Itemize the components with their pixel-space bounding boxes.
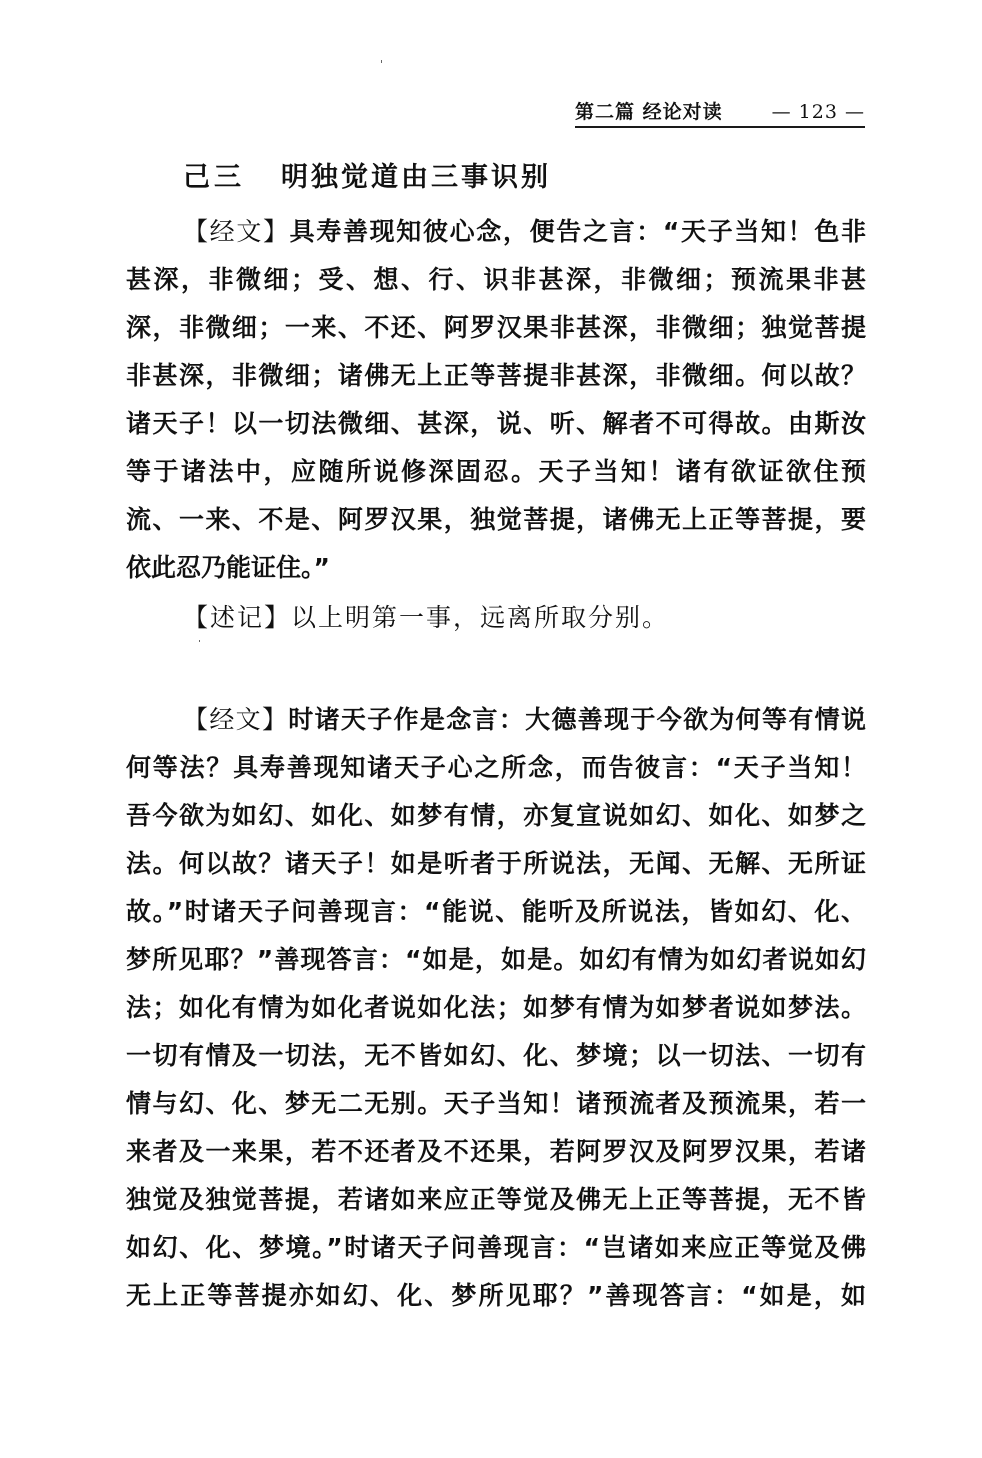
text-line: 诸天子！以一切法微细、甚深，说、听、解者不可得故。由斯汝 (126, 409, 866, 438)
text-line: 【经文】具寿善现知彼心念，便告之言：“天子当知！色非 (183, 217, 866, 246)
sutra-tag: 【经文】 (183, 217, 290, 246)
running-header (575, 96, 865, 128)
section-heading (183, 160, 551, 196)
sutra-tag: 【经文】 (183, 705, 289, 734)
text-line: 依此忍乃能证住。” (126, 553, 330, 582)
text-line: 法。何以故？诸天子！如是听者于所说法，无闻、无解、无所证 (126, 849, 866, 878)
text-line: 何等法？具寿善现知诸天子心之所念，而告彼言：“天子当知！ (126, 753, 866, 782)
text-line: 等于诸法中，应随所说修深固忍。天子当知！诸有欲证欲住预 (126, 457, 866, 486)
text-line: 无上正等菩提亦如幻、化、梦所见耶？”善现答言：“如是，如 (126, 1281, 866, 1310)
text-line: 流、一来、不是、阿罗汉果，独觉菩提，诸佛无上正等菩提，要 (126, 505, 866, 534)
text-line: 【经文】时诸天子作是念言：大德善现于今欲为何等有情说 (183, 705, 866, 734)
commentary-tag: 【述记】 (183, 603, 292, 632)
commentary-text: 以上明第一事，远离所取分别。 (291, 603, 670, 632)
text-line: 吾今欲为如幻、如化、如梦有情，亦复宣说如幻、如化、如梦之 (126, 801, 866, 830)
running-header-title: 第二篇 经论对读 (575, 101, 723, 123)
page-number: — 123 — (771, 101, 865, 123)
text-line: 法；如化有情为如化者说如化法；如梦有情为如梦者说如梦法。 (126, 993, 866, 1022)
section-label: 己三 (183, 162, 245, 193)
text-line: 梦所见耶？”善现答言：“如是，如是。如幻有情为如幻者说如幻 (126, 945, 866, 974)
text-line: 来者及一来果，若不还者及不还果，若阿罗汉及阿罗汉果，若诸 (126, 1137, 866, 1166)
text-line: 情与幻、化、梦无二无别。天子当知！诸预流者及预流果，若一 (126, 1089, 866, 1118)
commentary-1 (183, 598, 669, 638)
text-line: 如幻、化、梦境。”时诸天子问善现言：“岂诸如来应正等觉及佛 (126, 1233, 866, 1262)
text-line: 故。”时诸天子问善现言：“能说、能听及所说法，皆如幻、化、 (126, 897, 866, 926)
text-line: 一切有情及一切法，无不皆如幻、化、梦境；以一切法、一切有 (126, 1041, 866, 1070)
section-title: 明独觉道由三事识别 (281, 162, 551, 193)
scan-speck (199, 640, 200, 642)
text-line: 独觉及独觉菩提，若诸如来应正等觉及佛无上正等菩提，无不皆 (126, 1185, 866, 1214)
text-line: 甚深，非微细；受、想、行、识非甚深，非微细；预流果非甚 (126, 265, 866, 294)
text-line: 深，非微细；一来、不还、阿罗汉果非甚深，非微细；独觉菩提 (126, 313, 866, 342)
scan-speck (381, 60, 382, 63)
text-line: 非甚深，非微细；诸佛无上正等菩提非甚深，非微细。何以故？ (126, 361, 866, 390)
